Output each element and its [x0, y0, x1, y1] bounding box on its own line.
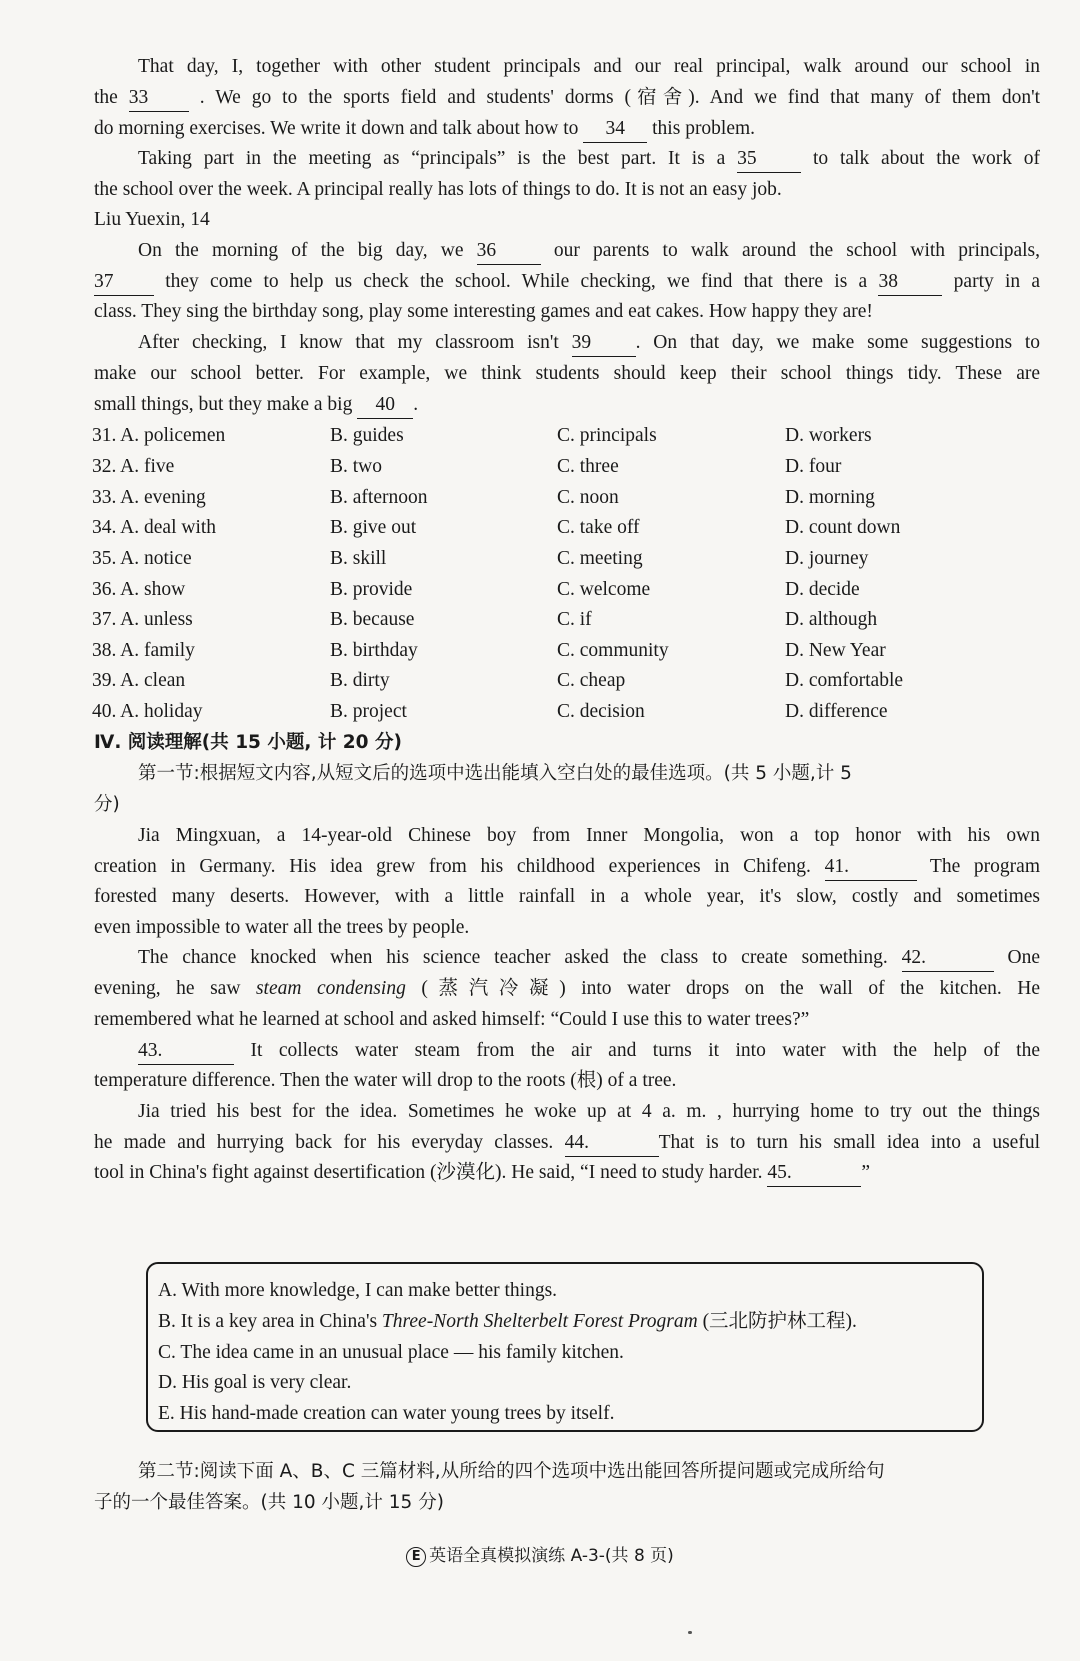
p2-line1: Taking part in the meeting as “principals” is the best part. It is a 35 to talk about the work of [138, 143, 1040, 175]
blank-43: 43. [138, 1038, 234, 1065]
option-39-d: D. comfortable [785, 670, 904, 691]
option-32-d: D. four [785, 456, 842, 477]
p6-line1: The chance knocked when his science teacher asked the class to create something. 42. One [138, 942, 1040, 974]
author-line: Liu Yuexin, 14 [94, 209, 210, 230]
option-34-d: D. count down [785, 517, 901, 538]
option-31-b: B. guides [330, 425, 404, 446]
p6-line3: remembered what he learned at school and asked himself: “Could I use this to water trees?” [94, 1009, 810, 1030]
option-38-c: C. community [557, 640, 669, 661]
p8-line3: tool in China's fight against desertification (沙漠化). He said, “I need to study harder. 45. ” [94, 1157, 1040, 1189]
option-37-b: B. because [330, 609, 415, 630]
blank-45: 45. [767, 1160, 861, 1187]
option-40-d: D. difference [785, 701, 888, 722]
blank-40: 40 [357, 392, 413, 419]
p1-line3: do morning exercises. We write it down and talk about how to 34 this problem. [94, 113, 1040, 145]
p1-line2: the 33 . We go to the sports field and students' dorms (宿舍). And we find that many of them don't [94, 82, 1040, 114]
circled-e-mark: E [406, 1547, 426, 1567]
option-33-d: D. morning [785, 487, 875, 508]
option-33-b: B. afternoon [330, 487, 428, 508]
blank-35: 35 [737, 146, 801, 173]
p3-line1: On the morning of the big day, we 36 our parents to walk around the school with principals, [138, 235, 1040, 267]
option-32-b: B. two [330, 456, 383, 477]
section-heading: Ⅳ. 阅读理解(共 15 小题, 计 20 分) [94, 732, 402, 753]
p5-line4: even impossible to water all the trees by people. [94, 917, 470, 938]
option-39-a: 39. A. clean [92, 670, 186, 691]
option-34-a: 34. A. deal with [92, 517, 217, 538]
option-39-b: B. dirty [330, 670, 390, 691]
blank-39: 39 [572, 330, 636, 357]
blank-38: 38 [878, 269, 942, 296]
blank-42: 42. [902, 945, 994, 972]
option-31-a: 31. A. policemen [92, 425, 226, 446]
option-34-c: C. take off [557, 517, 640, 538]
option-38-a: 38. A. family [92, 640, 195, 661]
stray-dot [688, 1631, 692, 1634]
option-37-d: D. although [785, 609, 878, 630]
p5-line3: forested many deserts. However, with a little rainfall in a whole year, it's slow, costly and sometimes [94, 886, 1040, 907]
option-38-d: D. New Year [785, 640, 886, 661]
option-31-c: C. principals [557, 425, 657, 446]
option-36-a: 36. A. show [92, 579, 186, 600]
p4-line3: small things, but they make a big 40 . [94, 389, 1040, 421]
option-33-c: C. noon [557, 487, 619, 508]
part2-instruction-line1: 第二节:阅读下面 A、B、C 三篇材料,从所给的四个选项中选出能回答所提问题或完成所给句 [138, 1461, 885, 1482]
p3-line2: 37 they come to help us check the school. While checking, we find that there is a 38 party in a [94, 266, 1040, 298]
p1-line1: That day, I, together with other student principals and our real principal, walk around our school in [138, 56, 1040, 77]
p3-line3: class. They sing the birthday song, play some interesting games and eat cakes. How happy they are! [94, 301, 873, 322]
option-40-b: B. project [330, 701, 407, 722]
p7-line1: 43. It collects water steam from the air and turns it into water with the help of the [138, 1035, 1040, 1067]
p5-line2: creation in Germany. His idea grew from his childhood experiences in Chifeng. 41. The program [94, 851, 1040, 883]
option-35-c: C. meeting [557, 548, 643, 569]
option-38-b: B. birthday [330, 640, 418, 661]
part1-instruction-line1: 第一节:根据短文内容,从短文后的选项中选出能填入空白处的最佳选项。(共 5 小题,计 5 [138, 763, 852, 784]
box-option-b: B. It is a key area in China's Three-North Shelterbelt Forest Program (三北防护林工程). [158, 1311, 857, 1332]
p8-line1: Jia tried his best for the idea. Sometimes he woke up at 4 a. m. , hurrying home to try out the things [138, 1101, 1040, 1122]
box-option-d: D. His goal is very clear. [158, 1372, 352, 1393]
option-40-a: 40. A. holiday [92, 701, 203, 722]
option-36-d: D. decide [785, 579, 860, 600]
p2-line2: the school over the week. A principal really has lots of things to do. It is not an easy job. [94, 179, 782, 200]
option-36-c: C. welcome [557, 579, 651, 600]
option-35-a: 35. A. notice [92, 548, 192, 569]
blank-37: 37 [94, 269, 154, 296]
p4-line1: After checking, I know that my classroom isn't 39 . On that day, we make some suggestions to [138, 327, 1040, 359]
option-33-a: 33. A. evening [92, 487, 206, 508]
option-35-d: D. journey [785, 548, 869, 569]
option-40-c: C. decision [557, 701, 645, 722]
option-37-a: 37. A. unless [92, 609, 193, 630]
blank-33: 33 [129, 85, 189, 112]
p8-line2: he made and hurrying back for his everyday classes. 44. That is to turn his small idea into a useful [94, 1127, 1040, 1159]
box-option-c: C. The idea came in an unusual place — his family kitchen. [158, 1342, 624, 1363]
option-35-b: B. skill [330, 548, 387, 569]
box-option-e: E. His hand-made creation can water young trees by itself. [158, 1403, 615, 1424]
option-32-a: 32. A. five [92, 456, 175, 477]
box-option-a: A. With more knowledge, I can make better things. [158, 1280, 558, 1301]
p6-line2: evening, he saw steam condensing (蒸汽冷凝) into water drops on the wall of the kitchen. He [94, 978, 1041, 999]
option-31-d: D. workers [785, 425, 872, 446]
blank-36: 36 [477, 238, 541, 265]
option-37-c: C. if [557, 609, 592, 630]
part1-instruction-line2: 分) [94, 794, 120, 815]
option-32-c: C. three [557, 456, 619, 477]
part2-instruction-line2: 子的一个最佳答案。(共 10 小题,计 15 分) [94, 1492, 444, 1513]
option-34-b: B. give out [330, 517, 417, 538]
p4-line2: make our school better. For example, we think students should keep their school things tidy. These are [94, 363, 1040, 384]
option-36-b: B. provide [330, 579, 413, 600]
page-footer: E 英语全真模拟演练 A-3-(共 8 页) [0, 1541, 1080, 1567]
blank-44: 44. [565, 1130, 659, 1157]
blank-41: 41. [825, 854, 917, 881]
blank-34: 34 [583, 116, 647, 143]
p7-line2: temperature difference. Then the water will drop to the roots (根) of a tree. [94, 1070, 677, 1091]
p5-line1: Jia Mingxuan, a 14-year-old Chinese boy from Inner Mongolia, won a top honor with his own [138, 825, 1040, 846]
option-39-c: C. cheap [557, 670, 626, 691]
